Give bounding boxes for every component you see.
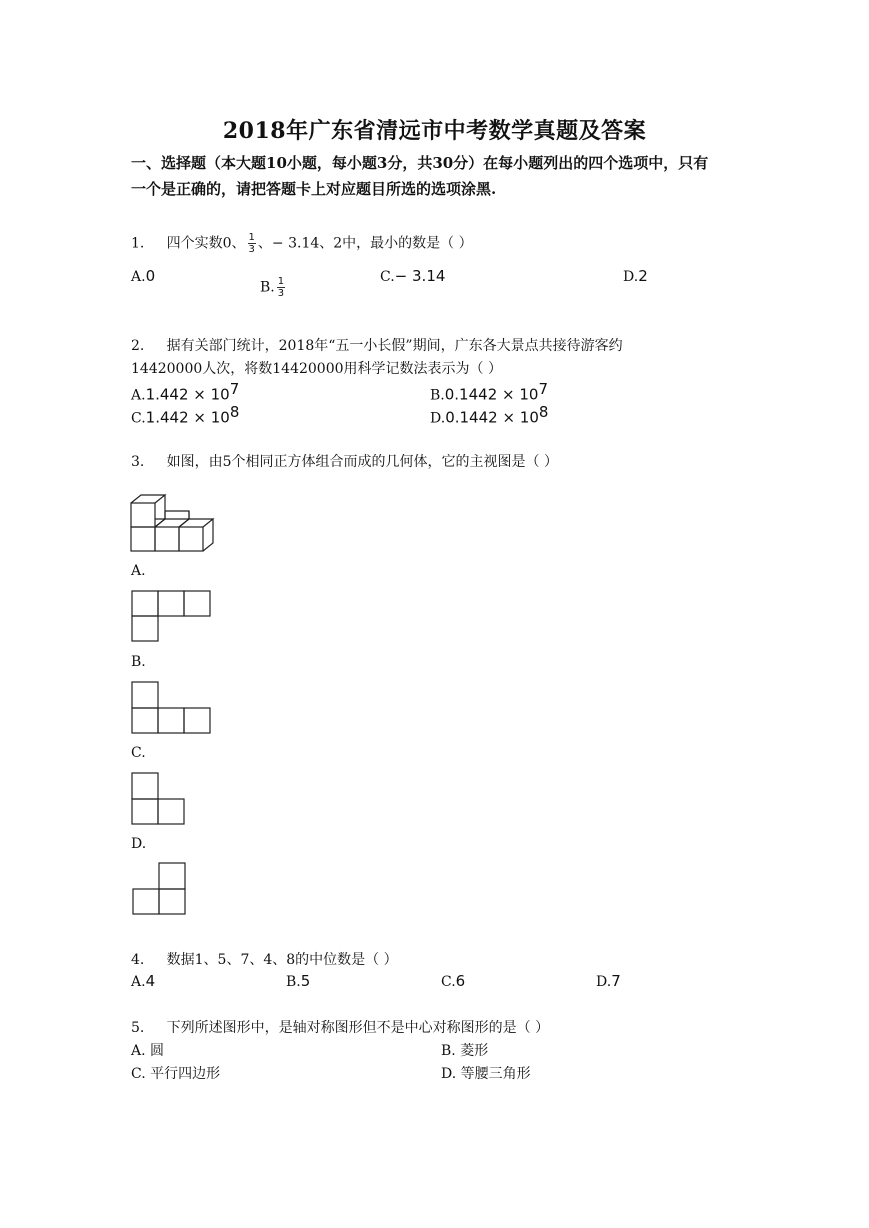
option-c-view[interactable] bbox=[131, 772, 187, 825]
option-b[interactable]: B.5 bbox=[286, 972, 311, 990]
fraction: $\frac{1}{3}$ bbox=[248, 232, 255, 255]
question-number: 2. bbox=[131, 338, 145, 354]
question-text-pre: 四个实数0、 bbox=[166, 235, 246, 252]
option-a[interactable]: A. 圆 bbox=[131, 1043, 165, 1059]
section-heading-line2: 一个是正确的，请把答题卡上对应题目所选的选项涂黑. bbox=[131, 180, 497, 198]
option-b-view[interactable] bbox=[131, 681, 213, 734]
option-a[interactable]: A.0 bbox=[131, 267, 156, 285]
question-1 bbox=[131, 232, 473, 255]
option-d[interactable]: D.2 bbox=[623, 267, 648, 285]
question-3: 3. 如图，由5个相同正方体组合而成的几何体，它的主视图是（ ） bbox=[131, 454, 558, 470]
question-number: 5. bbox=[131, 1020, 145, 1036]
option-c[interactable]: C.6 bbox=[441, 972, 466, 990]
question-text-post: 、− 3.14、2中，最小的数是（ ） bbox=[257, 235, 473, 252]
option-d[interactable]: $D.0.1442 \times 10^8$ bbox=[430, 403, 549, 427]
option-c-label[interactable]: C. bbox=[131, 745, 146, 761]
section-heading-line1: 一、选择题（本大题10小题，每小题3分，共30分）在每小题列出的四个选项中，只有 bbox=[131, 154, 709, 172]
option-d[interactable]: D. 等腰三角形 bbox=[441, 1066, 531, 1082]
question-number: 3. bbox=[131, 454, 145, 470]
option-c[interactable]: C. 平行四边形 bbox=[131, 1066, 221, 1082]
question-5: 5. 下列所述图形中，是轴对称图形但不是中心对称图形的是（ ） bbox=[131, 1020, 550, 1036]
option-a-view[interactable] bbox=[131, 590, 213, 642]
option-a[interactable]: $A.1.442 \times 10^7$ bbox=[131, 380, 240, 404]
question-number: 4. bbox=[131, 952, 145, 968]
question-4: 4. 数据1、5、7、4、8的中位数是（ ） bbox=[131, 952, 398, 968]
option-a[interactable]: A.4 bbox=[131, 972, 156, 990]
question-number: 1. bbox=[131, 235, 145, 252]
option-d[interactable]: D.7 bbox=[596, 972, 621, 990]
option-b[interactable]: B. 菱形 bbox=[441, 1043, 489, 1059]
page-title: 2018年广东省清远市中考数学真题及答案 bbox=[222, 118, 647, 144]
question-2-line1: 2. 据有关部门统计，2018年“五一小长假”期间，广东各大景点共接待游客约 bbox=[131, 338, 623, 354]
question-2-line2: 14420000人次，将数14420000用科学记数法表示为（ ） bbox=[131, 361, 502, 377]
option-b[interactable]: $B.0.1442 \times 10^7$ bbox=[430, 380, 548, 404]
option-b[interactable]: B. $\frac{1}{3}$ bbox=[260, 276, 285, 299]
option-c[interactable]: $C.1.442 \times 10^8$ bbox=[131, 403, 240, 427]
option-d-view[interactable] bbox=[131, 862, 189, 916]
cube-assembly-figure bbox=[128, 493, 218, 557]
option-a-label[interactable]: A. bbox=[131, 563, 146, 579]
option-b-label[interactable]: B. bbox=[131, 654, 146, 670]
option-d-label[interactable]: D. bbox=[131, 836, 147, 852]
option-c[interactable]: C.− 3.14 bbox=[380, 267, 446, 285]
